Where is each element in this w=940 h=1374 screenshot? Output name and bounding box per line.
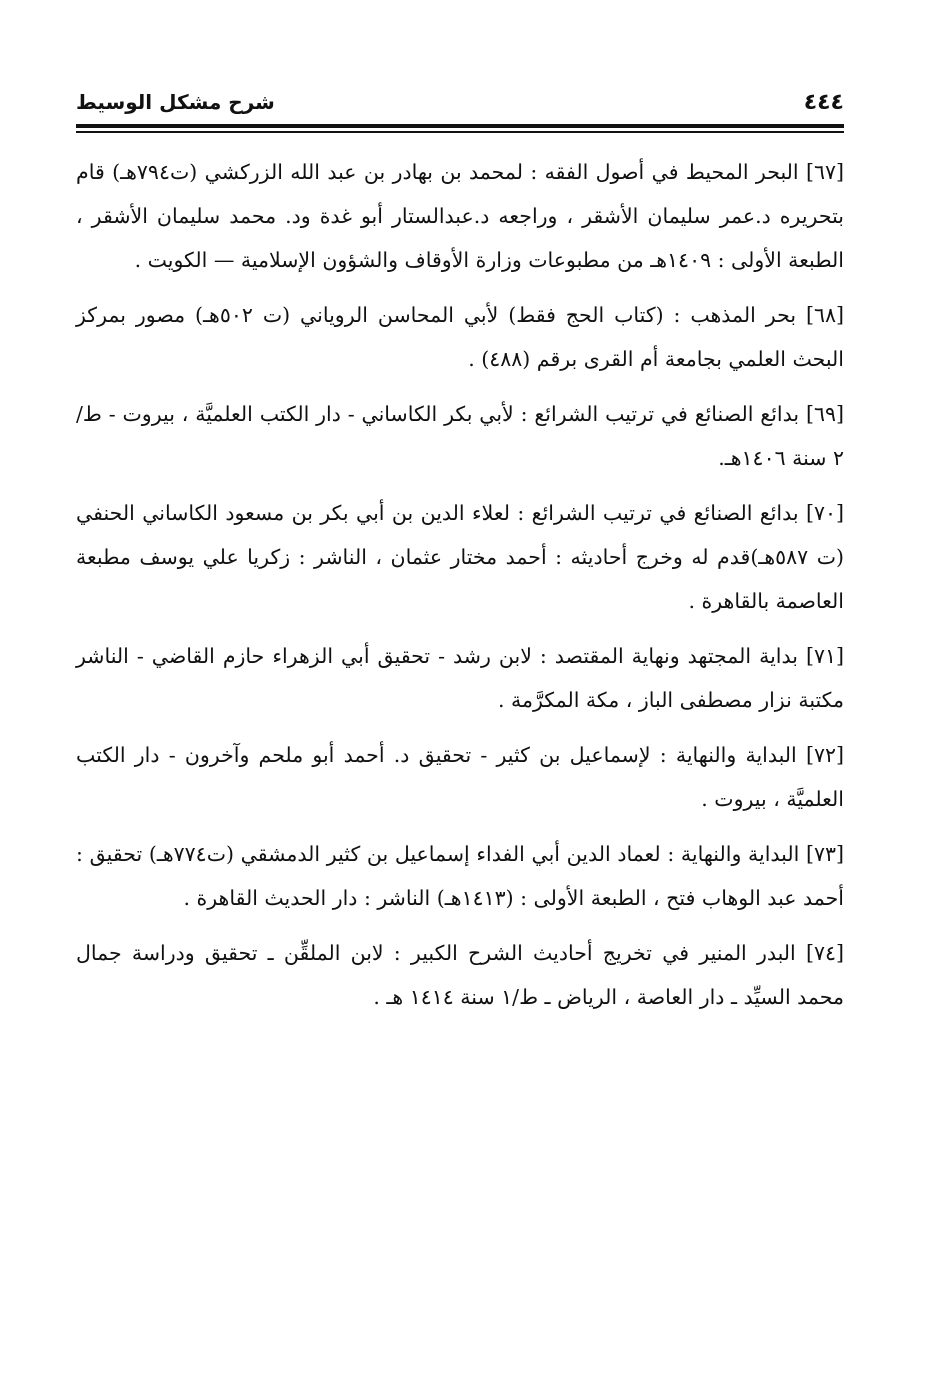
- bibliography-entry-67: [76, 150, 844, 282]
- running-title: شرح مشكل الوسيط: [76, 90, 275, 114]
- entry-text: البداية والنهاية : لإسماعيل بن كثير - تحقيق د. أحمد أبو ملحم وآخرون - دار الكتب العلميَّة ، بيروت .: [76, 743, 844, 811]
- bibliography-entry-68: [76, 293, 844, 381]
- entry-number: [٧٠]: [805, 501, 844, 525]
- entry-number: [٧٤]: [805, 941, 844, 965]
- entry-text: البداية والنهاية : لعماد الدين أبي الفداء إسماعيل بن كثير الدمشقي (ت٧٧٤هـ) تحقيق : أحمد عبد الوهاب فتح ، الطبعة الأولى : (١٤١٣هـ) الناشر : دار الحديث القاهرة .: [76, 842, 844, 910]
- bibliography-list: [76, 150, 844, 1030]
- entry-number: [٦٩]: [805, 402, 844, 426]
- bibliography-entry-73: [76, 832, 844, 920]
- header-rule-thin: [76, 131, 844, 133]
- bibliography-entry-72: [76, 733, 844, 821]
- entry-text: بدائع الصنائع في ترتيب الشرائع : لعلاء الدين بن أبي بكر بن مسعود الكاساني الحنفي (ت ٥٨٧هـ)قدم له وخرج أحاديثه : أحمد مختار عثمان ، الناشر : زكريا علي يوسف مطبعة العاصمة بالقاهرة .: [76, 501, 844, 613]
- entry-number: [٦٧]: [805, 160, 844, 184]
- entry-text: البحر المحيط في أصول الفقه : لمحمد بن بهادر بن عبد الله الزركشي (ت٧٩٤هـ) قام بتحريره د.عمر سليمان الأشقر ، وراجعه د.عبدالستار أبو غدة ود. محمد سليمان الأشقر ، الطبعة الأولى : ١٤٠٩هـ من مطبوعات وزارة الأوقاف والشؤون الإسلامية — الكويت .: [76, 160, 844, 272]
- page-number: ٤٤٤: [803, 90, 844, 115]
- entry-text: بداية المجتهد ونهاية المقتصد : لابن رشد - تحقيق أبي الزهراء حازم القاضي - الناشر مكتبة نزار مصطفى الباز ، مكة المكرَّمة .: [76, 644, 844, 712]
- header-rule-thick: [76, 124, 844, 128]
- bibliography-entry-69: [76, 392, 844, 480]
- entry-text: البدر المنير في تخريج أحاديث الشرح الكبير : لابن الملقِّن ـ تحقيق ودراسة جمال محمد السيِّد ـ دار العاصة ، الرياض ـ ط/١ سنة ١٤١٤ هـ .: [76, 941, 844, 1009]
- entry-text: بحر المذهب : (كتاب الحج فقط) لأبي المحاسن الروياني (ت ٥٠٢هـ) مصور بمركز البحث العلمي بجامعة أم القرى برقم (٤٨٨) .: [76, 303, 844, 371]
- page-header: [76, 86, 844, 126]
- bibliography-entry-71: [76, 634, 844, 722]
- entry-text: بدائع الصنائع في ترتيب الشرائع : لأبي بكر الكاساني - دار الكتب العلميَّة ، بيروت - ط/٢ سنة ١٤٠٦هـ.: [76, 402, 844, 470]
- entry-number: [٧٢]: [805, 743, 844, 767]
- bibliography-entry-70: [76, 491, 844, 623]
- entry-number: [٦٨]: [805, 303, 844, 327]
- bibliography-entry-74: [76, 931, 844, 1019]
- entry-number: [٧١]: [805, 644, 844, 668]
- entry-number: [٧٣]: [805, 842, 844, 866]
